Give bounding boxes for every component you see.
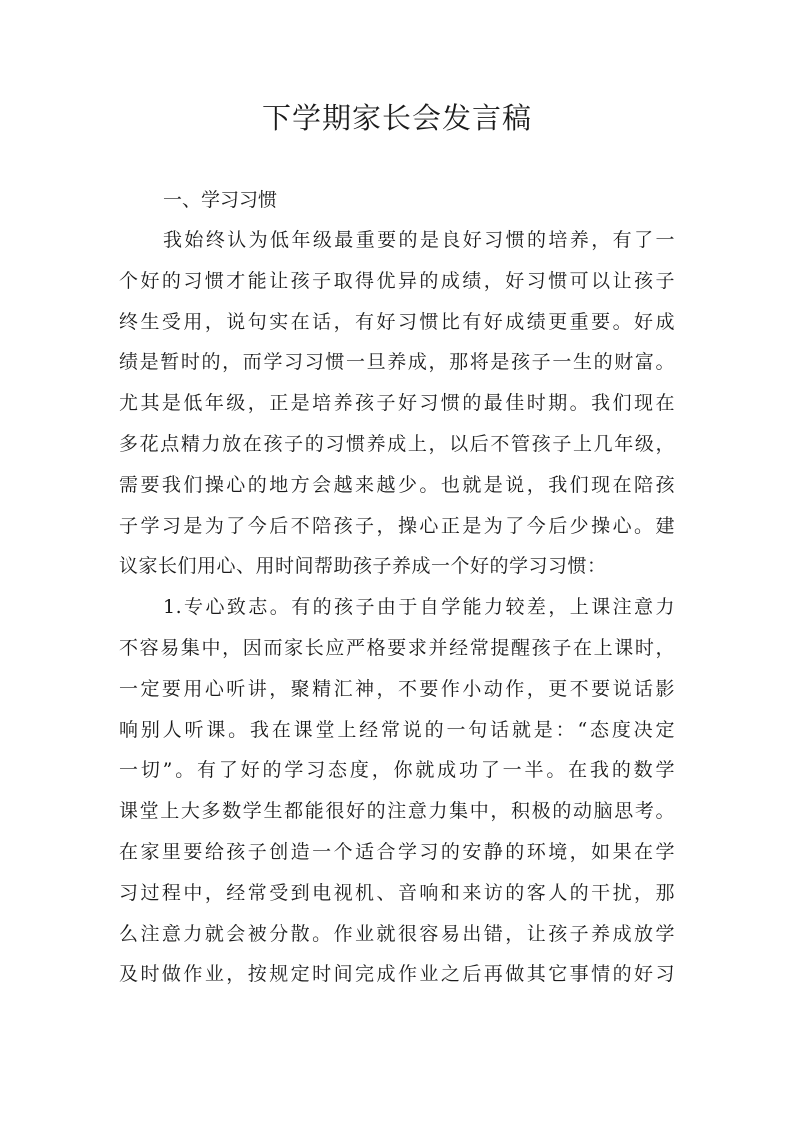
text-line: 么注意力就会被分散。作业就很容易出错，让孩子养成放学: [119, 922, 675, 945]
paragraph-learning-habits: [119, 220, 675, 587]
text-line: 终生受用，说句实在话，有好习惯比有好成绩更重要。好成: [119, 310, 675, 333]
section-heading: 一、学习习惯: [163, 189, 278, 211]
text-line: 议家长们用心、用时间帮助孩子养成一个好的学习习惯：: [119, 555, 607, 578]
text-line: 需要我们操心的地方会越来越少。也就是说，我们现在陪孩: [119, 473, 675, 496]
paragraph-concentration: [119, 587, 675, 995]
text-line: 不容易集中，因而家长应严格要求并经常提醒孩子在上课时，: [119, 636, 675, 659]
text-line: 课堂上大多数学生都能很好的注意力集中，积极的动脑思考。: [119, 800, 675, 823]
text-line: 响别人听课。我在课堂上经常说的一句话就是：“态度决定: [119, 718, 675, 741]
text-line: 绩是暂时的，而学习习惯一旦养成，那将是孩子一生的财富。: [119, 351, 675, 374]
text-line: 一定要用心听讲，聚精汇神，不要作小动作，更不要说话影: [119, 677, 675, 700]
document-body: [119, 180, 675, 995]
text-line: 习过程中，经常受到电视机、音响和来访的客人的干扰，那: [119, 881, 675, 904]
text-line: 一切”。有了好的学习态度，你就成功了一半。在我的数学: [119, 759, 675, 782]
text-line: 个好的习惯才能让孩子取得优异的成绩，好习惯可以让孩子: [119, 269, 675, 292]
document-title: 下学期家长会发言稿: [261, 101, 532, 135]
text-line: 及时做作业，按规定时间完成作业之后再做其它事情的好习: [119, 963, 675, 986]
text-line: 尤其是低年级，正是培养孩子好习惯的最佳时期。我们现在: [119, 392, 675, 415]
text-line: 1.专心致志。有的孩子由于自学能力较差，上课注意力: [163, 596, 675, 619]
text-line: 我始终认为低年级最重要的是良好习惯的培养，有了一: [163, 229, 675, 251]
text-line: 多花点精力放在孩子的习惯养成上，以后不管孩子上几年级，: [119, 432, 675, 455]
text-line: 在家里要给孩子创造一个适合学习的安静的环境，如果在学: [119, 840, 675, 863]
text-line: 子学习是为了今后不陪孩子，操心正是为了今后少操心。建: [119, 514, 675, 537]
